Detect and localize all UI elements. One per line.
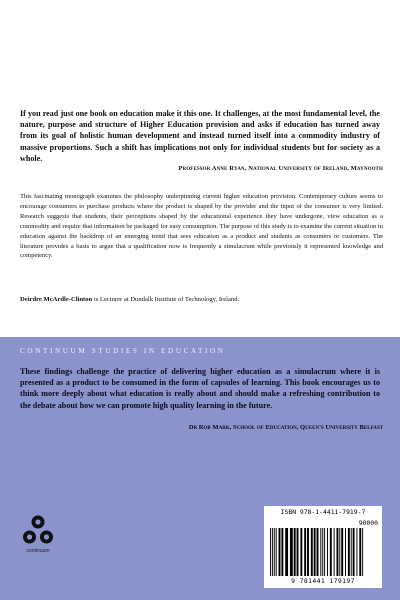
barcode-bar: [339, 528, 340, 576]
barcode-bar: [285, 528, 288, 576]
barcode-bar: [276, 528, 277, 576]
barcode-bar: [327, 528, 328, 576]
barcode-bar: [348, 528, 350, 576]
barcode-bar: [274, 528, 275, 576]
barcode-bar: [351, 528, 352, 576]
barcode-bar: [322, 528, 323, 576]
author-name: Deirdre McArdle-Clinton: [20, 296, 93, 303]
barcode-bar: [341, 528, 343, 576]
barcode-bar: [307, 528, 309, 576]
continuum-triangle-logo-icon: [21, 515, 55, 547]
series-title: CONTINUUM STUDIES IN EDUCATION: [20, 347, 226, 355]
book-description: This fascinating monograph examines the philosophy underpinning current higher education provision. Contemporary culture seems to encourage consumers to purchase products where the product is shaped by the provider and the input of the consumer is very limited. Research suggests that students, their perceptions shaped by the educational experience they have undergone, view education as a commodity and require that information be packaged for easy consumption. The purpose of this study is to examine the current situation in education against the backdrop of an emerging trend that sees education as a product and students as consumers or customers. The literature provides a basis to argue that a qualification now is frequently a simulacrum while previously it represented knowledge and competency.: [20, 193, 383, 260]
barcode-bar: [353, 528, 355, 576]
barcode-bar: [345, 528, 346, 576]
barcode-bar: [330, 528, 332, 576]
author-bio-text: is Lecturer at Dundalk Institute of Technology, Ireland.: [92, 296, 240, 303]
endorsement-quote-top: If you read just one book on education make it this one. It challenges, at the most fundamental level, the nature, purpose and structure of Higher Education provision and asks if education has turned away from its goal of holistic human development and instead turned itself into a commodity industry of massive proportions. Such a shift has implications not only for individual students but for society as a whole.: [20, 109, 380, 163]
isbn-label: ISBN 978-1-4411-7919-7: [280, 508, 366, 516]
barcode-area: [264, 506, 382, 588]
barcode-bar: [297, 528, 299, 576]
barcode-bar: [320, 528, 321, 576]
barcode-bar: [290, 528, 293, 576]
barcode-bar: [337, 528, 339, 576]
barcode-bar: [314, 528, 316, 576]
barcode-bar: [356, 528, 357, 576]
barcode-bar: [294, 528, 296, 576]
barcode-bar: [304, 528, 306, 576]
endorsement-attribution-bottom: Dr Rob Mark, School of Education, Queen's University Belfast: [188, 424, 383, 431]
publisher-name: continuum: [26, 548, 50, 554]
author-bio: [20, 296, 383, 303]
barcode-bar: [281, 528, 283, 576]
barcode-bar: [311, 528, 313, 576]
endorsement-quote-bottom: These findings challenge the practice of delivering higher education as a simulacrum where it is presented as a product to be consumed in the form of capsules of learning. This book encourages us to think more deeply about what education is really about and should make a refreshing contribution to the debate about how we can promote high quality learning in the future.: [20, 367, 380, 410]
barcode-bar: [272, 528, 273, 576]
barcode-bar: [359, 528, 361, 576]
endorsement-attribution-top: Professor Anne Ryan, National University of Ireland, Maynooth: [178, 165, 383, 172]
barcode-bar: [317, 528, 319, 576]
barcode-bar: [334, 528, 335, 576]
barcode-digits: 9 781441 179197: [291, 577, 355, 585]
barcode-bar: [270, 528, 271, 576]
barcode-bar: [362, 528, 363, 576]
barcode-bar: [324, 528, 325, 576]
publisher-logo: [18, 515, 58, 554]
barcode-bar: [300, 528, 302, 576]
price-code: 90000: [358, 519, 378, 527]
barcode-bars: [268, 528, 378, 576]
barcode-bar: [279, 528, 281, 576]
